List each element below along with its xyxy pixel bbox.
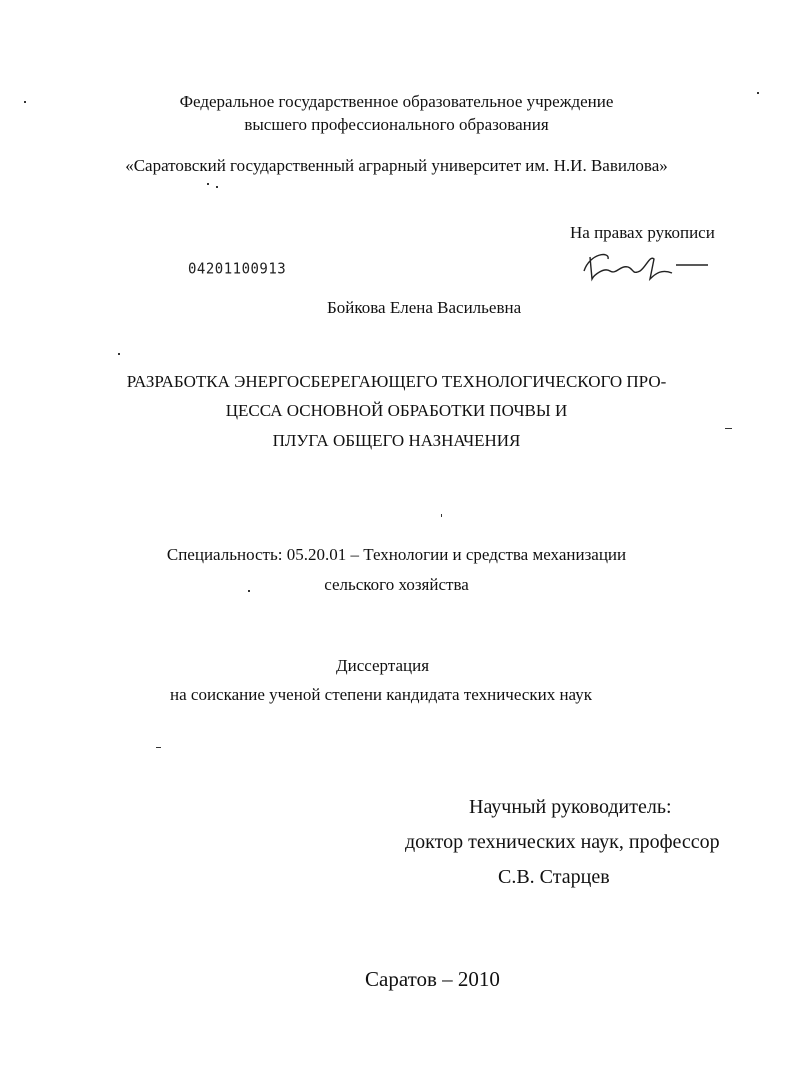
dissertation-title-line-1: РАЗРАБОТКА ЭНЕРГОСБЕРЕГАЮЩЕГО ТЕХНОЛОГИЧЕСКОГО ПРО- [126,372,667,391]
dissertation-title-line-3: ПЛУГА ОБЩЕГО НАЗНАЧЕНИЯ [272,431,521,450]
signature-icon [580,245,720,285]
degree-sought: на соискание ученой степени кандидата технических наук [170,685,593,704]
city-year: Саратов – 2010 [365,967,500,991]
handwritten-signature [580,245,720,290]
archive-number: 04201100913 [188,260,287,278]
scan-speck [216,186,218,188]
header-university-name: «Саратовский государственный аграрный университет им. Н.И. Вавилова» [125,156,668,175]
scan-speck [24,101,26,103]
scan-speck [725,428,732,429]
scan-speck [207,183,209,185]
header-line-institution-type: Федеральное государственное образовательное учреждение [179,92,614,111]
scan-speck [118,353,120,355]
scan-speck [248,590,250,592]
specialty-line-2: сельского хозяйства [324,575,469,594]
header-line-education-level: высшего профессионального образования [244,115,549,134]
specialty-line-1: Специальность: 05.20.01 – Технологии и средства механизации [166,545,627,564]
supervisor-name: С.В. Старцев [498,866,610,888]
scan-speck [156,747,161,748]
dissertation-title-line-2: ЦЕССА ОСНОВНОЙ ОБРАБОТКИ ПОЧВЫ И [225,401,568,420]
scan-speck [441,514,442,517]
author-name: Бойкова Елена Васильевна [327,298,522,317]
supervisor-degree: доктор технических наук, профессор [405,831,720,853]
document-type: Диссертация [336,656,430,675]
manuscript-rights-label: На правах рукописи [570,223,715,242]
supervisor-label: Научный руководитель: [469,796,672,818]
scan-speck [757,92,759,94]
